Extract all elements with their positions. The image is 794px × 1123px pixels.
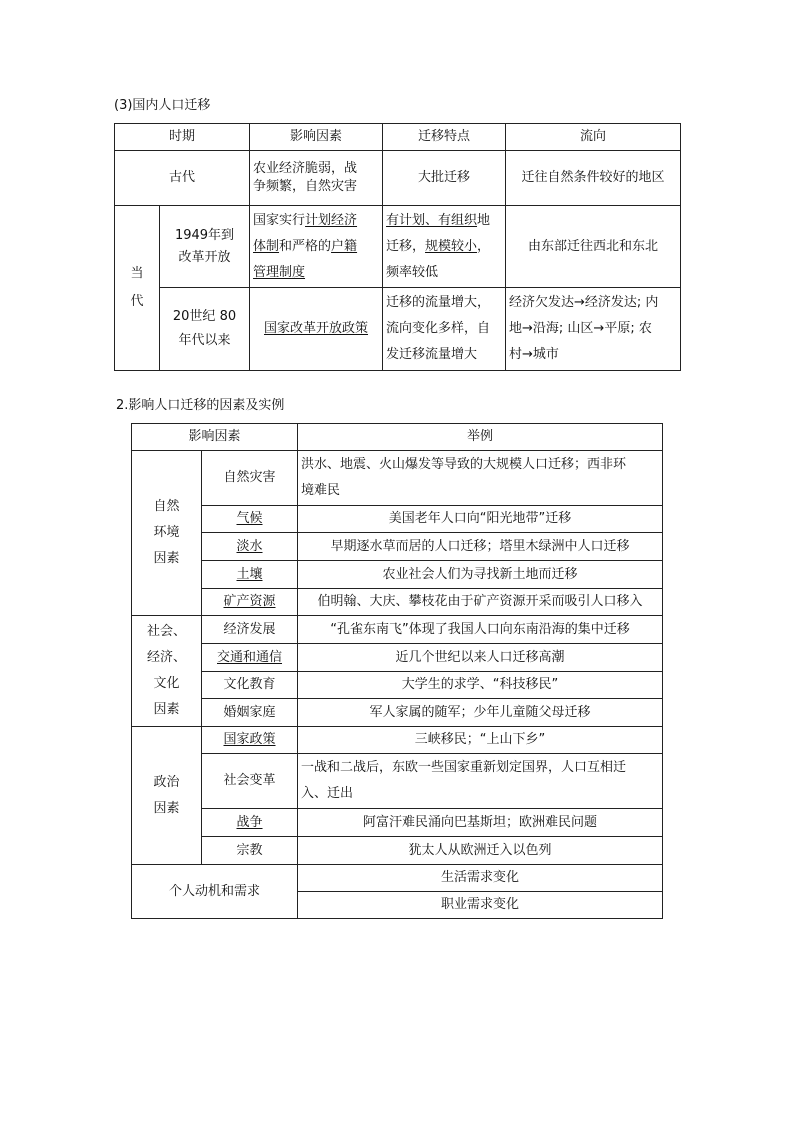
example-freshwater: 早期逐水草而居的人口迁移；塔里木绿洲中人口迁移: [298, 533, 663, 561]
example-war: 阿富汗难民涌向巴基斯坦；欧洲难民问题: [298, 809, 663, 837]
ancient-factor: 农业经济脆弱，战 争频繁，自然灾害: [250, 151, 383, 206]
factor-natural-disaster: 自然灾害: [202, 451, 298, 506]
table-row: [132, 699, 663, 727]
factor-war: 战争: [202, 809, 298, 837]
header-period: 时期: [115, 124, 250, 151]
factor-religion: 宗教: [202, 837, 298, 865]
example-family: 军人家属的随军；少年儿童随父母迁移: [298, 699, 663, 727]
factor-1980s: 国家改革开放政策: [250, 288, 383, 371]
flow-1980s: 经济欠发达→经济发达; 内 地→沿海; 山区→平原; 农 村→城市: [506, 288, 681, 371]
example-policy: 三峡移民；“上山下乡”: [298, 727, 663, 754]
ancient-period: 古代: [115, 151, 250, 206]
period-1980s: 20世纪 80 年代以来: [160, 288, 250, 371]
factor-climate: 气候: [202, 506, 298, 533]
migration-factors-table: [131, 423, 663, 919]
political-factors-label: 政治 因素: [132, 727, 202, 865]
example-soil: 农业社会人们为寻找新土地而迁移: [298, 561, 663, 589]
example-religion: 犹太人从欧洲迁入以色列: [298, 837, 663, 865]
table-row: [132, 754, 663, 809]
table-row: [132, 616, 663, 644]
factor-mineral: 矿产资源: [202, 589, 298, 616]
factor-soil: 土壤: [202, 561, 298, 589]
example-education: 大学生的求学、“科技移民”: [298, 672, 663, 699]
header-factor: 影响因素: [132, 424, 298, 451]
example-social-change: 一战和二战后，东欧一些国家重新划定国界，人口互相迁 入、迁出: [298, 754, 663, 809]
example-economy: “孔雀东南飞”体现了我国人口向东南沿海的集中迁移: [298, 616, 663, 644]
example-transport: 近几个世纪以来人口迁移高潮: [298, 644, 663, 672]
table-row-1980s: [115, 288, 681, 371]
header-feature: 迁移特点: [383, 124, 506, 151]
factor-family: 婚姻家庭: [202, 699, 298, 727]
section-2-heading: 2.影响人口迁移的因素及实例: [116, 398, 285, 413]
ancient-feature: 大批迁移: [383, 151, 506, 206]
personal-factors-label: 个人动机和需求: [132, 865, 298, 919]
internal-migration-table: [114, 123, 681, 371]
table-row: [132, 865, 663, 892]
table-row: [132, 561, 663, 589]
section-1-heading: (3)国内人口迁移: [114, 98, 211, 113]
factor-transport: 交通和通信: [202, 644, 298, 672]
table-header-row: [132, 424, 663, 451]
period-1949: 1949年到 改革开放: [160, 206, 250, 288]
table-row: [132, 837, 663, 865]
example-mineral: 伯明翰、大庆、攀枝花由于矿产资源开采而吸引人口移入: [298, 589, 663, 616]
table-row-ancient: [115, 151, 681, 206]
header-example: 举例: [298, 424, 663, 451]
flow-1949: 由东部迁往西北和东北: [506, 206, 681, 288]
ancient-flow: 迁往自然条件较好的地区: [506, 151, 681, 206]
example-climate: 美国老年人口向“阳光地带”迁移: [298, 506, 663, 533]
table-row: [132, 672, 663, 699]
example-natural-disaster: 洪水、地震、火山爆发等导致的大规模人口迁移；西非环 境难民: [298, 451, 663, 506]
feature-1949: 有计划、有组织地 迁移，规模较小， 频率较低: [383, 206, 506, 288]
table-row: [132, 533, 663, 561]
table-row: [132, 506, 663, 533]
factor-freshwater: 淡水: [202, 533, 298, 561]
table-row: [132, 589, 663, 616]
feature-1980s: 迁移的流量增大， 流向变化多样，自 发迁移流量增大: [383, 288, 506, 371]
factor-economy: 经济发展: [202, 616, 298, 644]
header-flow: 流向: [506, 124, 681, 151]
social-factors-label: 社会、 经济、 文化 因素: [132, 616, 202, 727]
modern-label: 当 代: [115, 206, 160, 371]
table-row: [132, 727, 663, 754]
example-life-needs: 生活需求变化: [298, 865, 663, 892]
table-row: [132, 644, 663, 672]
factor-policy: 国家政策: [202, 727, 298, 754]
factor-social-change: 社会变革: [202, 754, 298, 809]
table-row: [132, 809, 663, 837]
example-career-needs: 职业需求变化: [298, 892, 663, 919]
factor-1949: 国家实行计划经济 体制和严格的户籍 管理制度: [250, 206, 383, 288]
table-row-1949: [115, 206, 681, 288]
table-row: [132, 451, 663, 506]
factor-education: 文化教育: [202, 672, 298, 699]
header-factor: 影响因素: [250, 124, 383, 151]
table-header-row: [115, 124, 681, 151]
natural-factors-label: 自然 环境 因素: [132, 451, 202, 616]
